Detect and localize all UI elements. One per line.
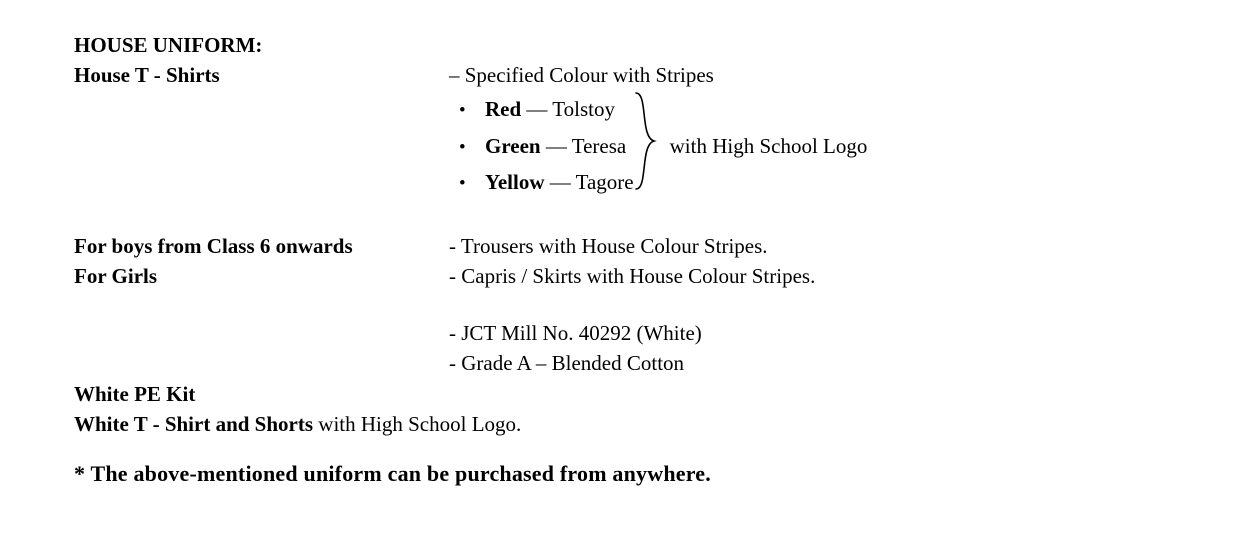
curly-brace-icon (634, 91, 664, 201)
bullet-icon: • (459, 99, 466, 121)
document-body (74, 30, 1214, 489)
house-colours-list-wrap (449, 91, 1214, 201)
footnote: * The above-mentioned uniform can be purchased from anywhere. (74, 460, 711, 486)
house-label: Tagore (575, 170, 634, 195)
bullet-icon: • (459, 136, 466, 158)
pe-kit-line (74, 409, 1214, 439)
boys-row (74, 231, 1214, 261)
boys-value: - Trousers with House Colour Stripes. (449, 233, 768, 258)
house-colour-entry (485, 164, 634, 200)
fabric-line-1: - JCT Mill No. 40292 (White) (449, 320, 702, 345)
list-item (449, 164, 634, 201)
spacer (74, 440, 1214, 458)
house-dash: — (544, 170, 576, 195)
section-heading: HOUSE UNIFORM: (74, 33, 263, 57)
list-item (449, 91, 634, 128)
spacer (74, 292, 1214, 318)
boys-label: For boys from Class 6 onwards (74, 233, 353, 258)
spacer (74, 201, 1214, 231)
pe-kit-heading: White PE Kit (74, 381, 196, 406)
house-dash: — (521, 96, 553, 121)
house-colour-name: Yellow (485, 170, 545, 195)
house-colours-block (74, 91, 1214, 201)
brace-label: with High School Logo (669, 133, 868, 158)
house-label: Teresa (571, 133, 627, 158)
house-colour-entry (485, 128, 626, 164)
house-colour-entry (485, 91, 615, 127)
girls-row (74, 261, 1214, 291)
pe-kit-rest: with High School Logo. (313, 412, 522, 437)
house-dash: — (540, 133, 572, 158)
pe-kit-bold: White T - Shirt and Shorts (74, 412, 314, 437)
girls-label: For Girls (74, 264, 158, 289)
list-item (449, 128, 634, 165)
house-tshirts-label: House T - Shirts (74, 63, 220, 88)
bullet-icon: • (459, 173, 466, 195)
girls-value: - Capris / Skirts with House Colour Stripes. (449, 264, 816, 289)
house-colours-list (449, 91, 634, 201)
house-tshirts-value: – Specified Colour with Stripes (449, 63, 714, 88)
house-tshirts-row (74, 60, 1214, 90)
house-colour-name: Red (485, 96, 522, 121)
fabric-line-2: - Grade A – Blended Cotton (449, 351, 685, 376)
house-label: Tolstoy (552, 96, 615, 121)
house-colour-name: Green (485, 133, 541, 158)
